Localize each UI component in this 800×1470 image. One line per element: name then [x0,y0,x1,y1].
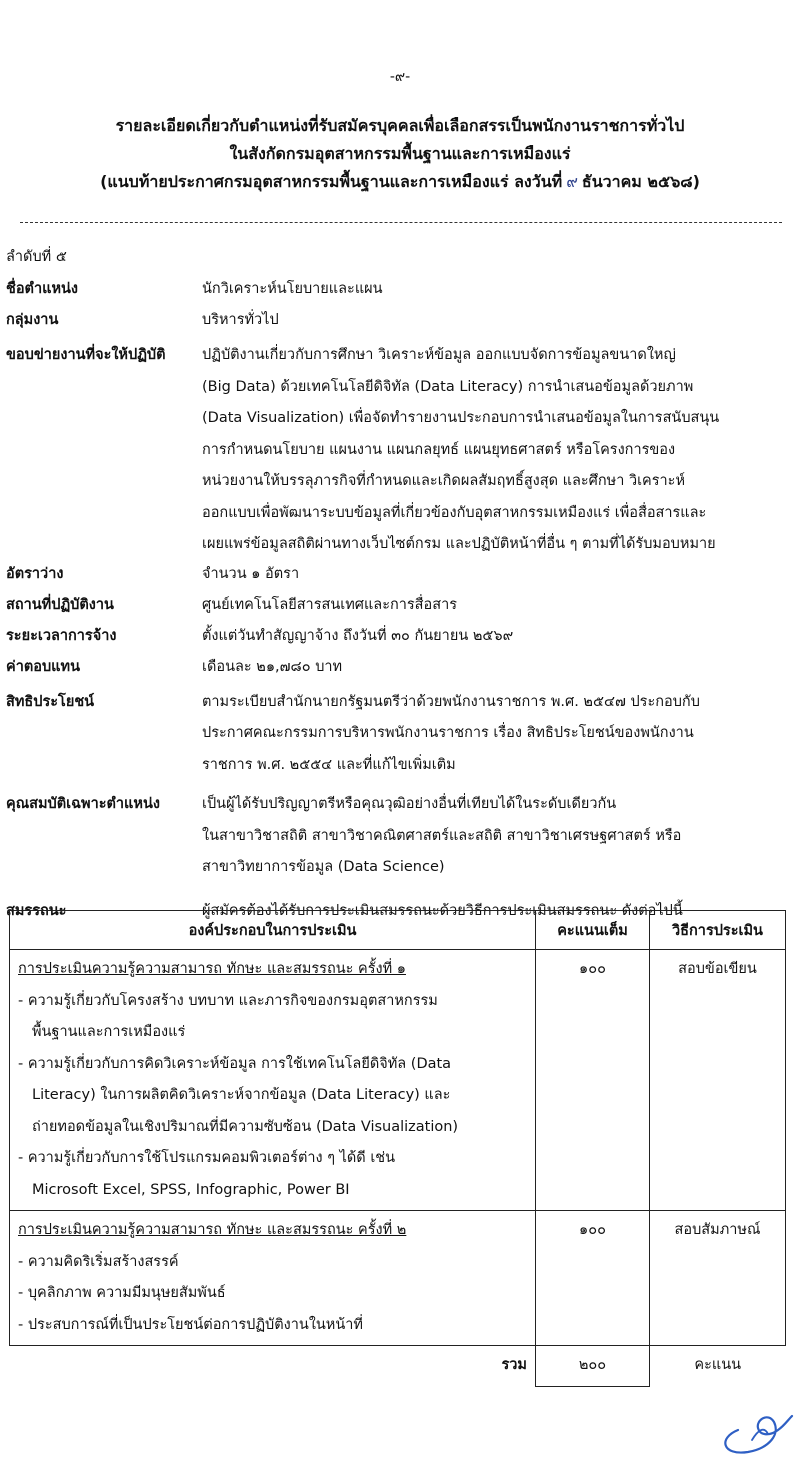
header-line-3 [0,168,800,196]
table-header-row [10,911,786,950]
location-row [6,594,796,625]
vacancy-row [6,563,796,594]
position-row [6,278,796,309]
item-line: พื้นฐานและการเหมืองแร่ [32,1024,186,1040]
position-value: นักวิเคราะห์นโยบายและแผน [202,281,383,297]
scope-line: เผยแพร่ข้อมูลสถิติผ่านทางเว็บไซต์กรม และปฏิบัติหน้าที่อื่น ๆ ตามที่ได้รับมอบหมาย [202,536,716,552]
page-number: -๙- [389,69,411,85]
header-date-day: ๙ [566,172,578,191]
total-row [10,1346,786,1387]
scope-line: (Data Visualization) เพื่อจัดทำรายงานประกอบการนำเสนอข้อมูลในการสนับสนุน [202,410,720,426]
scope-label: ขอบข่ายงานที่จะให้ปฏิบัติ [6,347,166,363]
location-label: สถานที่ปฏิบัติงาน [6,596,114,613]
competency-label: สมรรถนะ [6,902,67,919]
list-item [18,1143,527,1206]
document-header [0,112,800,196]
item-line: - ความรู้เกี่ยวกับโครงสร้าง บทบาท และภารกิจของกรมอุตสาหกรรม [18,992,438,1009]
section-title: การประเมินความรู้ความสามารถ ทักษะ และสมรรถนะ ครั้งที่ ๑ [18,961,406,977]
benefits-label: สิทธิประโยชน์ [6,693,95,710]
list-item [18,1278,527,1310]
position-details [6,246,796,927]
component-cell [10,950,536,1211]
qualification-line: เป็นผู้ได้รับปริญญาตรีหรือคุณวุฒิอย่างอื่นที่เทียบได้ในระดับเดียวกัน [202,796,617,812]
item-line: - ความคิดริเริ่มสร้างสรรค์ [18,1253,179,1270]
scope-line: ปฏิบัติงานเกี่ยวกับการศึกษา วิเคราะห์ข้อมูล ออกแบบจัดการข้อมูลขนาดใหญ่ [202,347,676,363]
period-row [6,625,796,656]
method-cell: สอบสัมภาษณ์ [650,1211,786,1346]
list-item [18,986,527,1049]
qualification-row [6,789,796,884]
qualification-line: สาขาวิทยาการข้อมูล (Data Science) [202,859,445,875]
group-value: บริหารทั่วไป [202,312,279,328]
section-title: การประเมินความรู้ความสามารถ ทักษะ และสมรรถนะ ครั้งที่ ๒ [18,1222,407,1238]
component-cell [10,1211,536,1346]
handwritten-signature [708,1390,798,1470]
benefits-line: ตามระเบียบสำนักนายกรัฐมนตรีว่าด้วยพนักงานราชการ พ.ศ. ๒๕๔๗ ประกอบกับ [202,693,700,710]
item-line: ถ่ายทอดข้อมูลในเชิงปริมาณที่มีความซับซ้อน (Data Visualization) [32,1118,459,1135]
header-line-1: รายละเอียดเกี่ยวกับตำแหน่งที่รับสมัครบุคคลเพื่อเลือกสรรเป็นพนักงานราชการทั่วไป [115,116,685,135]
table-row [10,1211,786,1346]
group-label: กลุ่มงาน [6,312,59,328]
item-line: - บุคลิกภาพ ความมีมนุษยสัมพันธ์ [18,1285,226,1301]
location-value: ศูนย์เทคโนโลยีสารสนเทศและการสื่อสาร [202,596,458,613]
item-line: - ประสบการณ์ที่เป็นประโยชน์ต่อการปฏิบัติงานในหน้าที่ [18,1316,363,1333]
scope-line: (Big Data) ด้วยเทคโนโลยีดิจิทัล (Data Literacy) การนำเสนอข้อมูลด้วยภาพ [202,378,694,395]
list-item [18,1247,527,1279]
benefits-row [6,687,796,782]
competency-value: ผู้สมัครต้องได้รับการประเมินสมรรถนะด้วยวิธีการประเมินสมรรถนะ ดังต่อไปนี้ [202,902,683,919]
qualification-label: คุณสมบัติเฉพาะตำแหน่ง [6,796,160,812]
salary-row [6,656,796,687]
vacancy-label: อัตราว่าง [6,565,64,582]
table-row [10,950,786,1211]
total-score: ๒๐๐ [536,1346,650,1387]
period-value: ตั้งแต่วันทำสัญญาจ้าง ถึงวันที่ ๓๐ กันยายน ๒๕๖๙ [202,627,514,644]
header-date-suffix: ธันวาคม ๒๕๖๘) [581,172,700,191]
position-label: ชื่อตำแหน่ง [6,281,79,297]
total-unit: คะแนน [694,1357,742,1373]
order-row [6,246,796,278]
list-item [18,1049,527,1144]
total-label: รวม [501,1357,527,1373]
salary-label: ค่าตอบแทน [6,658,80,675]
scope-line: หน่วยงานให้บรรลุภารกิจที่กำหนดและเกิดผลสัมฤทธิ์สูงสุด และศึกษา วิเคราะห์ [202,473,686,489]
scope-line: การกำหนดนโยบาย แผนงาน แผนกลยุทธ์ แผนยุทธศาสตร์ หรือโครงการของ [202,441,676,458]
group-row [6,309,796,340]
order-number: ลำดับที่ ๕ [6,249,67,265]
item-line: - ความรู้เกี่ยวกับการคิดวิเคราะห์ข้อมูล การใช้เทคโนโลยีดิจิทัล (Data [18,1055,452,1072]
column-header-full-score: คะแนนเต็ม [536,911,650,950]
vacancy-value: จำนวน ๑ อัตรา [202,565,300,582]
score-cell: ๑๐๐ [536,950,650,1211]
qualification-line: ในสาขาวิชาสถิติ สาขาวิชาคณิตศาสตร์และสถิติ สาขาวิชาเศรษฐศาสตร์ หรือ [202,827,682,844]
period-label: ระยะเวลาการจ้าง [6,627,117,644]
header-date-prefix: (แนบท้ายประกาศกรมอุตสาหกรรมพื้นฐานและการเหมืองแร่ ลงวันที่ [100,172,563,191]
scope-row [6,340,796,561]
benefits-line: ราชการ พ.ศ. ๒๕๕๔ และที่แก้ไขเพิ่มเติม [202,756,456,773]
item-line: - ความรู้เกี่ยวกับการใช้โปรแกรมคอมพิวเตอร์ต่าง ๆ ได้ดี เช่น [18,1150,396,1166]
salary-value: เดือนละ ๒๑,๗๘๐ บาท [202,658,343,675]
item-line: Microsoft Excel, SPSS, Infographic, Power BI [32,1181,350,1198]
column-header-component: องค์ประกอบในการประเมิน [10,911,536,950]
score-cell: ๑๐๐ [536,1211,650,1346]
dashed-divider [20,222,782,223]
evaluation-table [9,910,786,1387]
benefits-line: ประกาศคณะกรรมการบริหารพนักงานราชการ เรื่อง สิทธิประโยชน์ของพนักงาน [202,725,694,741]
list-item [18,1310,527,1342]
method-cell: สอบข้อเขียน [650,950,786,1211]
column-header-method: วิธีการประเมิน [650,911,786,950]
benefits-text [202,687,796,782]
qualification-text [202,789,796,884]
scope-text [202,340,796,561]
header-line-2: ในสังกัดกรมอุตสาหกรรมพื้นฐานและการเหมืองแร่ [229,144,571,163]
scope-line: ออกแบบเพื่อพัฒนาระบบข้อมูลที่เกี่ยวข้องกับอุตสาหกรรมเหมืองแร่ เพื่อสื่อสารและ [202,504,707,521]
item-line: Literacy) ในการผลิตคิดวิเคราะห์จากข้อมูล (Data Literacy) และ [32,1087,451,1103]
